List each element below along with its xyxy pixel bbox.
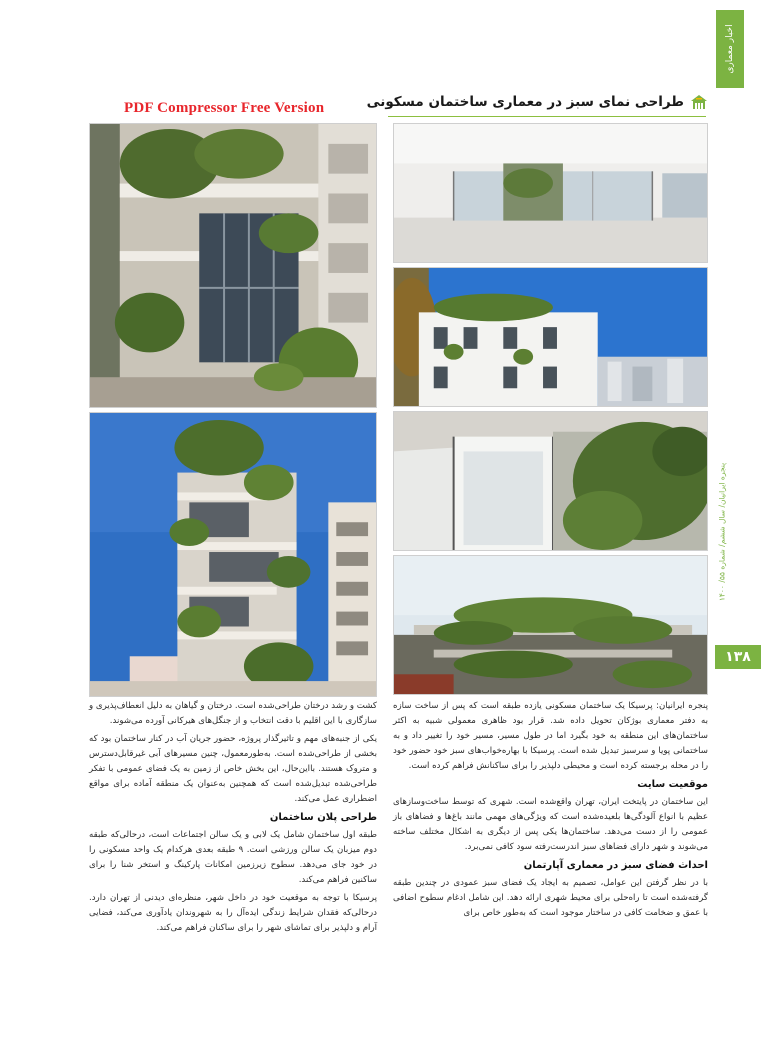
green-paragraph: با در نظر گرفتن این عوامل، تصمیم به ایجاد یک فضای سبز عمودی در چندین طبقه گرفته‌شده است تا راه‌حلی برای محیط شهری ارائه دهد. این شامل ادغام سطوح اضافی با عمق و ضخامت کافی در ساختار موجود است که به‌طور خاص برای: [393, 878, 708, 918]
photo-glass-balcony: [393, 411, 708, 551]
section-header: [366, 91, 708, 113]
section-tab: [716, 10, 744, 88]
heading-green-space: احداث فضای سبز در معماری آپارتمان: [523, 860, 708, 871]
heading-building-plan: طراحی پلان ساختمان: [269, 812, 377, 823]
photo-facade-entrance: [89, 123, 377, 408]
photo-facade-blue-sky: [393, 267, 708, 407]
heading-site-location: موقعیت سایت: [637, 779, 708, 790]
view-paragraph: پرسیکا با توجه به موقعیت خود در داخل شهر، منظره‌ای دیدنی از تهران دارد. درحالی‌که فقدان شرایط زندگی ایده‌آل را به شهروندان یادآوری می‌کند، فضایی آرام و دلپذیر برای تماشای شهر را برای ساکنان فراهم می‌کند.: [89, 893, 377, 933]
location-paragraph: این ساختمان در پایتخت ایران، تهران واقع‌شده است. شهری که توسط ساخت‌وسازهای عظیم با انواع آلودگی‌ها بلعیده‌شده است که ویژگی‌های مهمی مانند باغ‌ها و فضاهای باز عمومی را از دست می‌دهد. ساختمان‌ها یکی پس از دیگری به اشکال مختلف ساخته می‌شوند و شهر دارای فضاهای سبز اندرست‌رفته سود کافی نمی‌برد.: [393, 797, 708, 852]
photo-interior-living: [393, 123, 708, 263]
section-tab-label: اخبار معماری: [725, 24, 735, 74]
plan-paragraph: طبقه اول ساختمان شامل یک لابی و یک سالن اجتماعات است، درحالی‌که طبقه دوم میزبان یک سالن ورزشی است. ۹ طبقه بعدی هرکدام یک واحد مسکونی را در خود جای می‌دهد. سطوح زیرزمین امکانات پارکینگ و استخر شنا را برای ساکنین فراهم می‌کند.: [89, 830, 377, 885]
photo-green-terraces: [393, 555, 708, 695]
water-paragraph: یکی از جنبه‌های مهم و تاثیرگذار پروژه، حضور جریان آب در کنار ساختمان بود که بخشی از طراحی‌شده است. به‌طورمعمول، چنین مسیرهای آبی غیرقابل‌دسترس و متروک هستند. بااین‌حال، این بخش خاص از زمین به یک فضای عمومی با تفکر طراحی‌شده تبدیل‌شده است که همچنین به‌عنوان یک منطقه آماده برای مواقع اضطراری عمل می‌کند.: [89, 734, 377, 804]
plants-paragraph: کشت و رشد درختان طراحی‌شده است. درختان و گیاهان به دلیل انعطاف‌پذیری و سازگاری با این اقلیم با دقت انتخاب و از جنگل‌های هیرکانی آورده می‌شوند.: [89, 701, 377, 726]
text-column-left: [89, 699, 377, 939]
page-title: طراحی نمای سبز در معماری ساختمان مسکونی: [366, 94, 684, 110]
journal-strip: [712, 432, 732, 632]
text-column-right: [393, 699, 708, 924]
house-icon: [690, 94, 708, 110]
page-number: ۱۳۸: [715, 645, 761, 669]
intro-paragraph: پنجره ایرانیان: پرسیکا یک ساختمان مسکونی یازده طبقه است که پس از ساخت سازه به دفتر معماری بوژکان تحویل داده شد. قرار بود ظاهری معمولی شبیه به اکثر ساختمان‌های این منطقه به خود بگیرد اما در طول مسیر، مسیر خود را تغییر داد و به ساختمانی پویا و سرسبز تبدیل شده است. پرسیکا با بهاره‌خواب‌های سبز خود حضور خود را در محله برجسته کرده است و محیطی دلپذیر را برای ساکنانش فراهم کرده است.: [393, 701, 708, 771]
watermark: PDF Compressor Free Version: [124, 100, 325, 116]
title-divider: [388, 116, 706, 117]
journal-strip-label: پنجره ایرانیان/ سال ششم/ شماره ۵۵/ ۱۴۰۰: [717, 462, 727, 602]
photo-facade-tower: [89, 412, 377, 697]
